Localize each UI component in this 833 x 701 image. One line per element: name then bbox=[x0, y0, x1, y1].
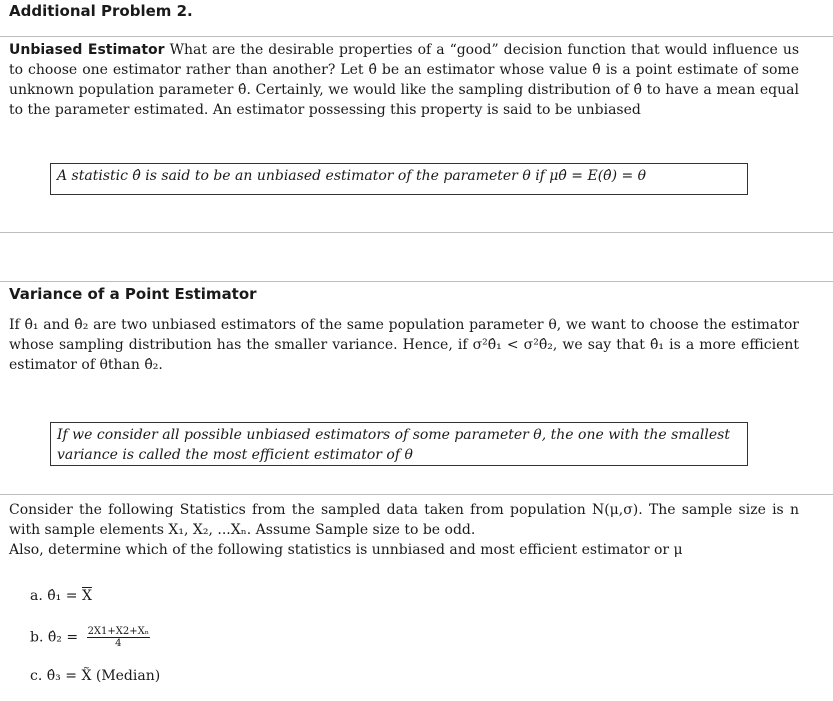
question-paragraph-2 bbox=[9, 540, 799, 560]
option-a bbox=[30, 586, 92, 606]
option-label: b. bbox=[30, 629, 44, 646]
option-label: a. bbox=[30, 588, 43, 604]
divider bbox=[0, 36, 833, 37]
option-c bbox=[30, 666, 160, 686]
unbiased-heading: Unbiased Estimator bbox=[9, 42, 165, 58]
divider bbox=[0, 232, 833, 233]
variance-heading: Variance of a Point Estimator bbox=[9, 285, 257, 303]
option-lhs: θ̂₃ = bbox=[46, 668, 77, 684]
variance-paragraph bbox=[9, 315, 799, 375]
option-lhs: θ̂₂ = bbox=[47, 629, 79, 646]
efficient-definition-box bbox=[50, 422, 748, 466]
divider bbox=[0, 494, 833, 495]
question-text: Consider the following Statistics from the sampled data taken from population N(μ,σ). The sample size is n with sample elements X₁, X₂, ...Xₙ. Assume Sample size to be odd. bbox=[9, 502, 799, 538]
unbiased-text: What are the desirable properties of a “good” decision function that would influence us to choose one estimator rather than another? Let θ̂ be an estimator whose value θ̂ is a point estimate of some unknown population parameter θ̂. Certainly, we would like the sampling distribution of θ̂ to have a mean equal to the parameter estimated. An estimator possessing this property is said to be unbiased bbox=[9, 42, 800, 118]
option-label: c. bbox=[30, 668, 43, 684]
question-paragraph bbox=[9, 500, 799, 540]
variance-text: If θ̂₁ and θ̂₂ are two unbiased estimators of the same population parameter θ, we want to choose the estimator whose sampling distribution has the smaller variance. Hence, if σ²θ̂₁ < σ²θ̂₂, we say that θ̂₁ is a more efficient estimator of θthan θ̂₂. bbox=[9, 317, 799, 373]
question-text-2: Also, determine which of the following statistics is unnbiased and most efficient estimator or μ bbox=[9, 542, 683, 558]
unbiased-definition: A statistic θ̂ is said to be an unbiased estimator of the parameter θ if μθ̂ = E(θ̂) = θ bbox=[57, 168, 647, 184]
option-rhs: X̃ (Median) bbox=[81, 668, 161, 684]
problem-title: Additional Problem 2. bbox=[9, 2, 193, 20]
unbiased-definition-box bbox=[50, 163, 748, 195]
divider bbox=[0, 281, 833, 282]
option-lhs: θ̂₁ = bbox=[47, 588, 78, 604]
fraction-numerator: 2X1+X2+Xₙ bbox=[87, 626, 150, 637]
fraction-denominator: 4 bbox=[115, 638, 122, 649]
unbiased-paragraph bbox=[9, 40, 799, 120]
sample-mean: $\overline{X}$ bbox=[81, 588, 92, 604]
fraction bbox=[87, 626, 151, 649]
option-b bbox=[30, 626, 150, 649]
efficient-definition: If we consider all possible unbiased estimators of some parameter θ, the one with the smallest variance is called the most efficient estimator of θ bbox=[57, 427, 730, 463]
